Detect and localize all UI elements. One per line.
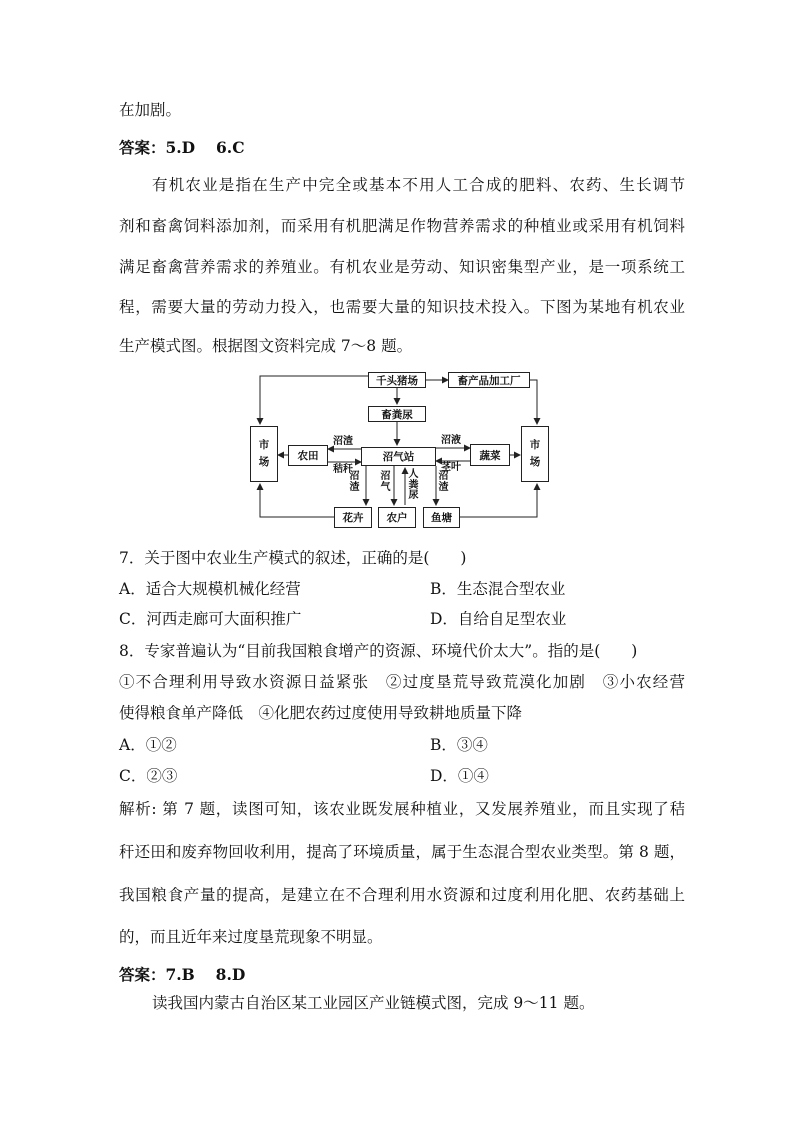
- question-7-stem: 7．关于图中农业生产模式的叙述，正确的是( ): [119, 549, 467, 567]
- label-residue-to-farm: 沼渣: [333, 436, 353, 447]
- intro-line: 满足畜禽营养需求的养殖业。有机农业是劳动、知识密集型产业，是一项系统工: [119, 258, 685, 276]
- q7-option-c: C．河西走廊可大面积推广: [119, 610, 302, 628]
- pig-farm-box: 千头猪场: [368, 372, 426, 388]
- q7-option-a: A．适合大规模机械化经营: [119, 580, 301, 598]
- label-stems: 茎叶: [441, 462, 461, 473]
- market-right-box: [521, 426, 549, 482]
- analysis-line: 秆还田和废弃物回收利用，提高了环境质量，属于生态混合型农业类型。第 8 题，: [119, 843, 685, 861]
- vegetables-box: 蔬菜: [470, 444, 510, 466]
- manure-box: 畜粪尿: [368, 406, 426, 422]
- intro-line: 有机农业是指在生产中完全或基本不用人工合成的肥料、农药、生长调节: [152, 176, 685, 194]
- fishpond-box: 鱼塘: [423, 507, 460, 528]
- market-left-box: [250, 426, 278, 482]
- label-liquid: 沼液: [441, 435, 461, 446]
- label-gas: 沼气: [380, 471, 391, 493]
- intro-line: 生产模式图。根据图文资料完成 7～8 题。: [119, 337, 413, 355]
- label-straw: 秸秆: [333, 464, 353, 475]
- market-right-label: 市场: [529, 439, 541, 468]
- link-flowers-to-market-left: [260, 484, 334, 517]
- label-human-waste: 人粪尿: [408, 469, 419, 501]
- analysis-line: 的，而且近年来过度垦荒现象不明显。: [119, 928, 383, 946]
- farmland-box: 农田: [288, 445, 328, 466]
- link-pig-to-market-left: [260, 376, 368, 424]
- q8-statement-line: ①不合理利用导致水资源日益紧张 ②过度垦荒导致荒漠化加剧 ③小农经营: [119, 673, 685, 691]
- analysis-line: 解析: 第 7 题，读图可知，该农业既发展种植业，又发展养殖业，而且实现了秸: [119, 800, 685, 818]
- processing-plant-box: 畜产品加工厂: [448, 372, 530, 388]
- q7-option-b: B．生态混合型农业: [430, 580, 566, 598]
- q8-option-a: A．①②: [119, 736, 177, 754]
- q8-option-c: C．②③: [119, 767, 178, 785]
- q8-option-b: B．③④: [430, 736, 488, 754]
- flowers-box: 花卉: [334, 507, 372, 528]
- farmers-box: 农户: [378, 507, 416, 528]
- link-processing-to-market-right: [530, 380, 537, 424]
- link-fishpond-to-market-right: [456, 484, 537, 517]
- agriculture-model-diagram: [238, 366, 548, 531]
- q8-option-d: D．①④: [430, 767, 489, 785]
- label-residue-flowers: 沼渣: [349, 471, 360, 493]
- q8-statement-line: 使得粮食单产降低 ④化肥农药过度使用导致耕地质量下降: [119, 704, 523, 722]
- label-residue-fish: 沼渣: [438, 471, 449, 493]
- q7-option-d: D．自给自足型农业: [430, 610, 567, 628]
- next-question-intro: 读我国内蒙古自治区某工业园区产业链模式图，完成 9～11 题。: [152, 994, 595, 1012]
- analysis-line: 我国粮食产量的提高，是建立在不合理利用水资源和过度利用化肥、农药基础上: [119, 886, 685, 904]
- question-8-stem: 8．专家普遍认为“目前我国粮食增产的资源、环境代价太大”。指的是( ): [119, 642, 638, 660]
- intro-line: 程，需要大量的劳动力投入，也需要大量的知识技术投入。下图为某地有机农业: [119, 298, 685, 316]
- market-left-label: 市场: [258, 439, 270, 468]
- text-line: 在加剧。: [119, 101, 182, 119]
- answer-line: 答案：7.B 8.D: [119, 965, 246, 984]
- intro-line: 剂和畜禽饲料添加剂，而采用有机肥满足作物营养需求的种植业或采用有机饲料: [119, 217, 685, 235]
- answer-line: 答案：5.D 6.C: [119, 138, 245, 157]
- biogas-station-box: 沼气站: [361, 447, 436, 466]
